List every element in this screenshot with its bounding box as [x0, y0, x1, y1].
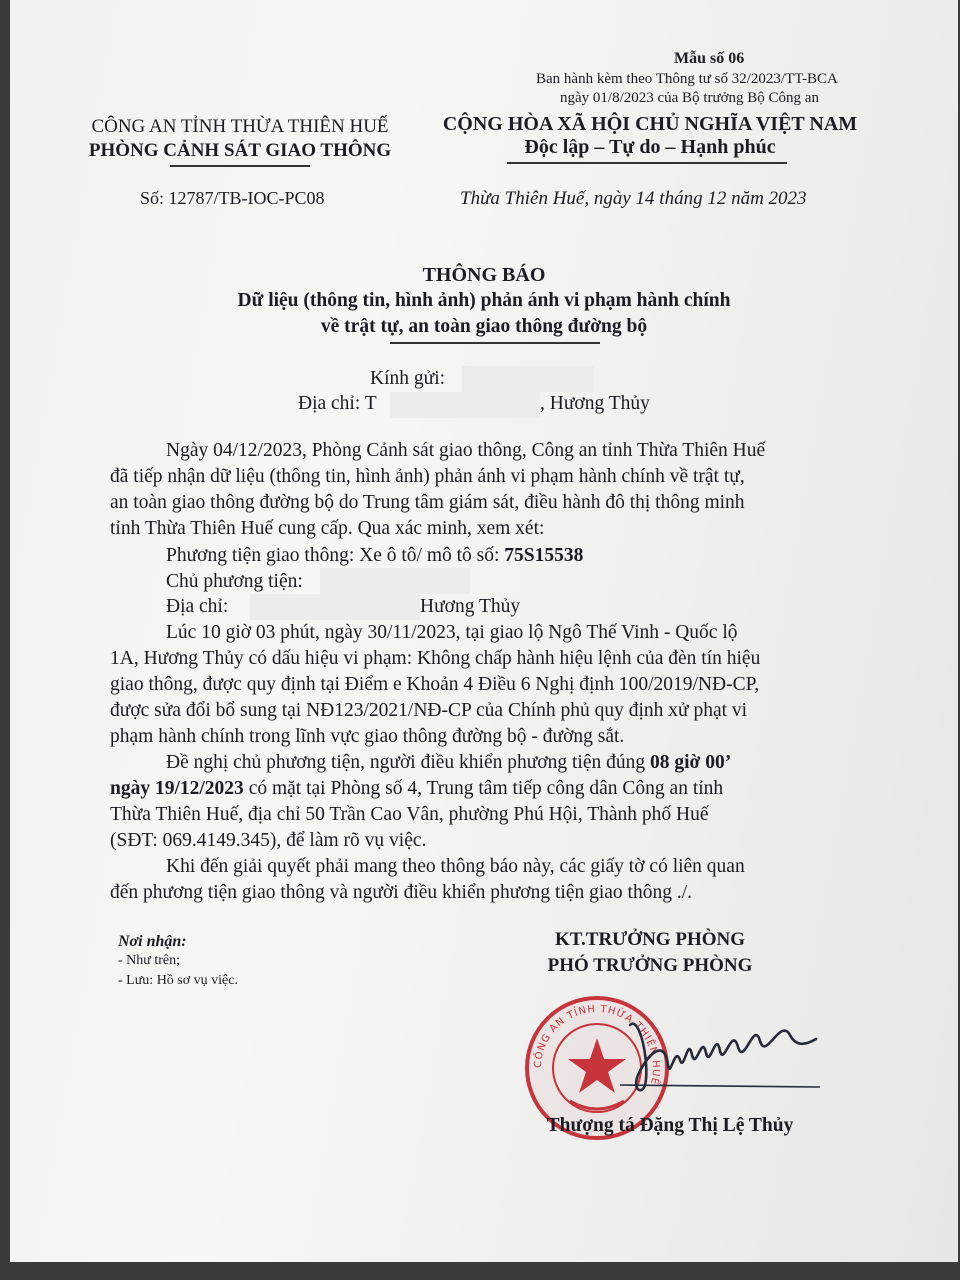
owner-label: Chủ phương tiện: — [166, 571, 303, 592]
body-p3-line2-text: có mặt tại Phòng số 4, Trung tâm tiếp công dân Công an tỉnh — [243, 778, 724, 799]
signature-title-2: PHÓ TRƯỞNG PHÒNG — [547, 955, 753, 976]
recipients-item-1: - Như trên; — [118, 953, 181, 968]
notice-subtitle-2: về trật tự, an toàn giao thông đường bộ — [320, 316, 648, 337]
owner-address-label: Địa chỉ: — [166, 596, 229, 617]
recipient-address-label: Địa chỉ: T — [298, 393, 377, 414]
stamp-ring-text: CÔNG AN TỈNH THỪA THIÊN HUẾ — [532, 1003, 662, 1087]
redacted-owner-address — [250, 594, 420, 620]
nation-name: CỘNG HÒA XÃ HỘI CHỦ NGHĨA VIỆT NAM — [442, 113, 858, 135]
recipients-label: Nơi nhận: — [118, 933, 187, 950]
handwritten-signature-icon — [620, 1005, 820, 1100]
body-p1-line4: tỉnh Thừa Thiên Huế cung cấp. Qua xác minh, xem xét: — [110, 518, 545, 539]
body-p3-line1-text: Đề nghị chủ phương tiện, người điều khiển phương tiện đúng — [166, 752, 650, 773]
notice-subtitle-1: Dữ liệu (thông tin, hình ảnh) phản ánh vi phạm hành chính — [237, 290, 731, 311]
redacted-address — [390, 392, 540, 418]
recipients-item-2: - Lưu: Hồ sơ vụ việc. — [118, 973, 238, 988]
greeting-label: Kính gửi: — [370, 368, 446, 389]
redacted-recipient — [462, 366, 594, 392]
document-number: Số: 12787/TB-IOC-PC08 — [140, 188, 325, 208]
body-p2-line5: phạm hành chính trong lĩnh vực giao thông đường bộ - đường sắt. — [110, 726, 625, 747]
body-p3-line1 — [166, 752, 731, 774]
vehicle-plate: 75S15538 — [504, 545, 584, 566]
body-p1-line1: Ngày 04/12/2023, Phòng Cảnh sát giao thông, Công an tỉnh Thừa Thiên Huế — [166, 440, 766, 461]
body-p1-line2: đã tiếp nhận dữ liệu (thông tin, hình ảnh) phản ánh vi phạm hành chính về trật tự, — [110, 466, 745, 487]
form-number: Mẫu số 06 — [674, 50, 745, 67]
appointment-date: ngày 19/12/2023 — [110, 778, 244, 799]
body-p4-line1: Khi đến giải quyết phải mang theo thông báo này, các giấy tờ có liên quan — [166, 856, 745, 877]
body-p2-line3: giao thông, được quy định tại Điểm e Khoản 4 Điều 6 Nghị định 100/2019/NĐ-CP, — [110, 674, 760, 695]
document-sheet — [10, 0, 958, 1262]
body-p2-line1: Lúc 10 giờ 03 phút, ngày 30/11/2023, tại giao lộ Ngô Thế Vinh - Quốc lộ — [166, 622, 738, 643]
agency-name: PHÒNG CẢNH SÁT GIAO THÔNG — [88, 140, 392, 161]
body-p1-line3: an toàn giao thông đường bộ do Trung tâm giám sát, điều hành đô thị thông minh — [110, 492, 745, 513]
owner-address-suffix: Hương Thủy — [420, 596, 521, 617]
recipient-address-suffix: , Hương Thủy — [540, 393, 650, 414]
body-p3-line3: Thừa Thiên Huế, địa chỉ 50 Trần Cao Vân, phường Phú Hội, Thành phố Huế — [110, 804, 709, 825]
nation-motto: Độc lập – Tự do – Hạnh phúc — [524, 136, 776, 158]
form-issued-line2: ngày 01/8/2023 của Bộ trưởng Bộ Công an — [560, 90, 819, 106]
vehicle-line — [166, 545, 583, 567]
agency-parent: CÔNG AN TỈNH THỪA THIÊN HUẾ — [91, 116, 389, 137]
form-issued-line1: Ban hành kèm theo Thông tư số 32/2023/TT-BCA — [536, 71, 838, 87]
body-p2-line4: được sửa đổi bổ sung tại NĐ123/2021/NĐ-CP của Chính phủ quy định xử phạt vi — [110, 700, 748, 721]
vehicle-label: Phương tiện giao thông: Xe ô tô/ mô tô số: — [166, 545, 505, 566]
motto-underline — [507, 162, 787, 164]
redacted-owner — [320, 568, 470, 594]
body-p3-line2 — [110, 778, 723, 800]
signature-title-1: KT.TRƯỞNG PHÒNG — [555, 929, 745, 950]
agency-underline — [170, 165, 310, 167]
body-p2-line2: 1A, Hương Thủy có dấu hiệu vi phạm: Không chấp hành hiệu lệnh của đèn tín hiệu — [110, 648, 761, 669]
appointment-time: 08 giờ 00’ — [650, 752, 732, 773]
notice-title: THÔNG BÁO — [422, 264, 546, 286]
signer-name: Thượng tá Đặng Thị Lệ Thủy — [546, 1115, 794, 1136]
place-date: Thừa Thiên Huế, ngày 14 tháng 12 năm 2023 — [460, 188, 807, 209]
body-p3-line4: (SĐT: 069.4149.345), để làm rõ vụ việc. — [110, 830, 427, 851]
body-p4-line2: đến phương tiện giao thông và người điều khiển phương tiện giao thông ./. — [110, 882, 693, 903]
title-underline — [390, 342, 600, 344]
